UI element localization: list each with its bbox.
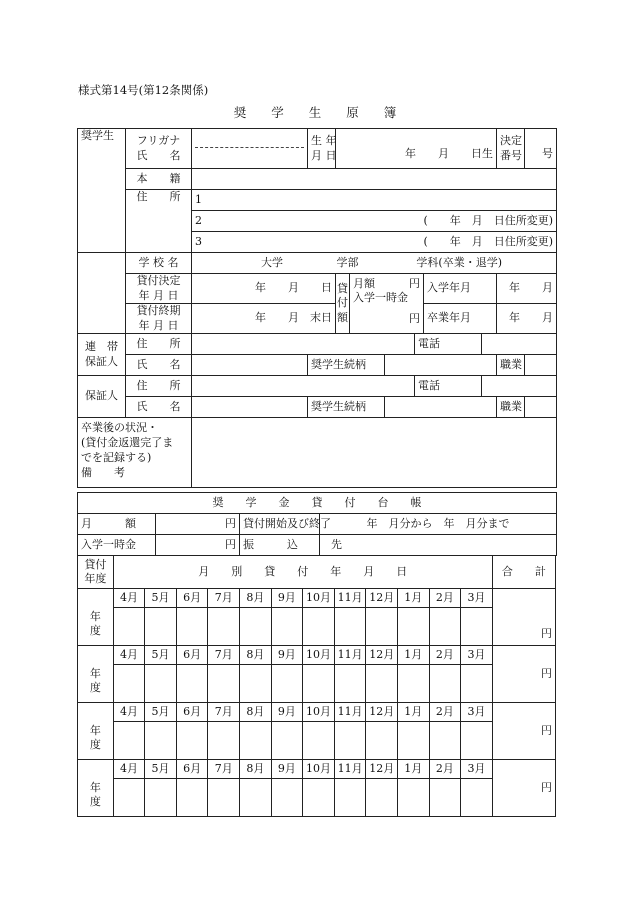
month-date-cell[interactable] [145, 722, 177, 760]
guarantor-address-field[interactable] [192, 376, 415, 397]
fiscal-year-cell[interactable]: 年 度 [78, 646, 114, 703]
month-header: 7月 [208, 760, 240, 779]
month-date-cell[interactable] [176, 608, 208, 646]
month-header: 1月 [398, 589, 430, 608]
month-date-cell[interactable] [271, 722, 303, 760]
month-header: 2月 [429, 646, 461, 665]
month-header: 4月 [113, 646, 145, 665]
guarantor-label: 保証人 [78, 376, 126, 418]
ledger-transfer-label: 振 込 先 [240, 535, 320, 556]
guarantor-name-label: 氏 名 [126, 397, 192, 418]
month-header: 11月 [334, 703, 366, 722]
address-label: 住 所 [126, 190, 192, 253]
month-date-cell[interactable] [303, 608, 335, 646]
month-header: 5月 [145, 646, 177, 665]
ledger-title: 奨 学 金 貸 付 台 帳 [78, 493, 557, 514]
monthly-date-header: 月 別 貸 付 年 月 日 [113, 556, 492, 589]
month-date-cell[interactable] [366, 665, 398, 703]
month-header: 9月 [271, 589, 303, 608]
total-header: 合 計 [492, 556, 555, 589]
joint-guarantor-relation-label: 奨学生続柄 [308, 355, 385, 376]
form-title: 奨 学 生 原 簿 [233, 105, 397, 120]
entry-month-field[interactable]: 年 月 [497, 274, 557, 304]
month-date-cell[interactable] [113, 722, 145, 760]
ledger-period-label: 貸付開始及び終了 [240, 514, 320, 535]
month-date-cell[interactable] [398, 608, 430, 646]
month-date-cell[interactable] [398, 665, 430, 703]
guarantor-name-field[interactable] [192, 397, 308, 418]
month-header: 9月 [271, 646, 303, 665]
guarantor-phone-field[interactable] [482, 376, 557, 397]
furigana-name-label: フリガナ 氏 名 [126, 129, 192, 169]
month-date-cell[interactable] [366, 779, 398, 817]
month-header: 10月 [303, 760, 335, 779]
month-header: 2月 [429, 703, 461, 722]
month-date-cell[interactable] [334, 608, 366, 646]
month-date-cell[interactable] [271, 665, 303, 703]
month-date-cell[interactable] [113, 779, 145, 817]
month-date-cell[interactable] [429, 665, 461, 703]
month-date-cell[interactable] [366, 722, 398, 760]
month-date-cell[interactable] [429, 608, 461, 646]
decision-number-label: 決定 番号 [497, 129, 525, 169]
month-date-cell[interactable] [208, 779, 240, 817]
fiscal-year-cell[interactable]: 年 度 [78, 589, 114, 646]
monthly-loan-table [77, 555, 556, 817]
address-row-3[interactable]: 3 ( 年 月 日住所変更) [192, 232, 557, 253]
entry-month-label: 入学年月 [424, 274, 497, 304]
loan-amount-label: 貸 付 額 [336, 274, 350, 334]
month-header: 12月 [366, 760, 398, 779]
month-header: 6月 [176, 646, 208, 665]
joint-guarantor-job-field[interactable] [525, 355, 557, 376]
birth-label: 生 年 月 日 [308, 129, 336, 169]
month-header: 3月 [461, 646, 493, 665]
month-header: 11月 [334, 589, 366, 608]
month-date-cell[interactable] [303, 779, 335, 817]
month-date-cell[interactable] [271, 608, 303, 646]
fiscal-year-header: 貸付 年度 [78, 556, 114, 589]
month-header: 11月 [334, 646, 366, 665]
month-header: 2月 [429, 589, 461, 608]
month-header: 8月 [240, 703, 272, 722]
month-header: 12月 [366, 589, 398, 608]
month-date-cell[interactable] [461, 722, 493, 760]
month-header: 9月 [271, 703, 303, 722]
month-header: 8月 [240, 760, 272, 779]
month-date-cell[interactable] [334, 665, 366, 703]
joint-guarantor-label: 連 帯 保証人 [78, 334, 126, 376]
guarantor-relation-label: 奨学生続柄 [308, 397, 385, 418]
form-caption: 様式第14号(第12条関係) [78, 83, 209, 97]
month-header: 10月 [303, 703, 335, 722]
month-date-cell[interactable] [176, 779, 208, 817]
month-header: 4月 [113, 589, 145, 608]
address-row-2[interactable]: 2 ( 年 月 日住所変更) [192, 211, 557, 232]
grad-month-label: 卒業年月 [424, 304, 497, 334]
month-header: 1月 [398, 646, 430, 665]
month-header: 11月 [334, 760, 366, 779]
month-date-cell[interactable] [208, 722, 240, 760]
ledger-monthly-field[interactable]: 円 [156, 514, 240, 535]
guarantor-address-label: 住 所 [126, 376, 192, 397]
month-header: 7月 [208, 589, 240, 608]
month-date-cell[interactable] [334, 779, 366, 817]
month-header: 8月 [240, 589, 272, 608]
guarantor-job-field[interactable] [525, 397, 557, 418]
month-header: 5月 [145, 703, 177, 722]
after-graduation-label: 卒業後の状況・ (貸付金返還完了ま でを記録する) 備 考 [78, 418, 192, 488]
month-date-cell[interactable] [176, 665, 208, 703]
joint-guarantor-phone-label: 電話 [415, 334, 482, 355]
month-date-cell[interactable] [461, 665, 493, 703]
month-date-cell[interactable] [208, 608, 240, 646]
month-header: 3月 [461, 589, 493, 608]
student-label-cell: 奨学生 [78, 129, 126, 253]
guarantor-relation-field[interactable] [385, 397, 497, 418]
month-header: 4月 [113, 703, 145, 722]
month-header: 1月 [398, 703, 430, 722]
fiscal-year-cell[interactable]: 年 度 [78, 760, 114, 817]
loan-amount-field[interactable]: 月額 円 入学一時金 円 [350, 274, 424, 334]
month-header: 12月 [366, 703, 398, 722]
ledger-entry-lump-field[interactable]: 円 [156, 535, 240, 556]
month-header: 3月 [461, 760, 493, 779]
month-header: 6月 [176, 760, 208, 779]
month-header: 6月 [176, 589, 208, 608]
guarantor-job-label: 職業 [497, 397, 525, 418]
month-date-cell[interactable] [240, 608, 272, 646]
loan-decision-field[interactable]: 年 月 日 [192, 274, 336, 304]
joint-guarantor-address-label: 住 所 [126, 334, 192, 355]
month-date-cell[interactable] [113, 665, 145, 703]
month-date-cell[interactable] [145, 779, 177, 817]
loan-end-field[interactable]: 年 月 末日 [192, 304, 336, 334]
ledger-transfer-field[interactable] [320, 535, 557, 556]
joint-guarantor-name-field[interactable] [192, 355, 308, 376]
month-header: 3月 [461, 703, 493, 722]
birth-field[interactable]: 年 月 日生 [336, 129, 497, 169]
honseki-field[interactable] [192, 169, 557, 190]
month-date-cell[interactable] [429, 779, 461, 817]
grad-month-field[interactable]: 年 月 [497, 304, 557, 334]
total-cell[interactable]: 円 [492, 646, 555, 703]
month-date-cell[interactable] [303, 665, 335, 703]
month-date-cell[interactable] [461, 608, 493, 646]
decision-number-field[interactable]: 号 [525, 129, 557, 169]
month-header: 7月 [208, 703, 240, 722]
school-name-label: 学 校 名 [126, 253, 192, 274]
ledger-monthly-label: 月 額 [78, 514, 156, 535]
month-date-cell[interactable] [145, 665, 177, 703]
loan-end-label: 貸付終期 年 月 日 [126, 304, 192, 334]
month-header: 10月 [303, 589, 335, 608]
total-cell[interactable]: 円 [492, 760, 555, 817]
month-date-cell[interactable] [145, 608, 177, 646]
month-header: 8月 [240, 646, 272, 665]
fiscal-year-cell[interactable]: 年 度 [78, 703, 114, 760]
month-date-cell[interactable] [271, 779, 303, 817]
ledger-table [77, 492, 557, 556]
student-record-table [77, 128, 557, 488]
month-date-cell[interactable] [240, 722, 272, 760]
school-name-field[interactable]: 大学 学部 学科(卒業・退学) [192, 253, 557, 274]
total-cell[interactable]: 円 [492, 703, 555, 760]
joint-guarantor-address-field[interactable] [192, 334, 415, 355]
month-date-cell[interactable] [366, 608, 398, 646]
month-header: 1月 [398, 760, 430, 779]
loan-decision-label: 貸付決定 年 月 日 [126, 274, 192, 304]
month-header: 4月 [113, 760, 145, 779]
month-date-cell[interactable] [334, 722, 366, 760]
month-date-cell[interactable] [208, 665, 240, 703]
month-header: 12月 [366, 646, 398, 665]
month-date-cell[interactable] [240, 779, 272, 817]
joint-guarantor-name-label: 氏 名 [126, 355, 192, 376]
month-date-cell[interactable] [429, 722, 461, 760]
joint-guarantor-job-label: 職業 [497, 355, 525, 376]
month-header: 2月 [429, 760, 461, 779]
month-date-cell[interactable] [176, 722, 208, 760]
month-header: 5月 [145, 760, 177, 779]
month-date-cell[interactable] [398, 779, 430, 817]
month-header: 10月 [303, 646, 335, 665]
month-date-cell[interactable] [240, 665, 272, 703]
month-date-cell[interactable] [398, 722, 430, 760]
ledger-period-field[interactable]: 年 月分から 年 月分まで [320, 514, 557, 535]
month-date-cell[interactable] [303, 722, 335, 760]
name-field[interactable] [192, 129, 308, 169]
address-row-1[interactable]: 1 [192, 190, 557, 211]
month-header: 7月 [208, 646, 240, 665]
joint-guarantor-relation-field[interactable] [385, 355, 497, 376]
after-graduation-field[interactable] [192, 418, 557, 488]
month-date-cell[interactable] [461, 779, 493, 817]
joint-guarantor-phone-field[interactable] [482, 334, 557, 355]
month-header: 5月 [145, 589, 177, 608]
ledger-entry-lump-label: 入学一時金 [78, 535, 156, 556]
honseki-label: 本 籍 [126, 169, 192, 190]
month-header: 6月 [176, 703, 208, 722]
total-cell[interactable]: 円 [492, 589, 555, 646]
guarantor-phone-label: 電話 [415, 376, 482, 397]
month-header: 9月 [271, 760, 303, 779]
month-date-cell[interactable] [113, 608, 145, 646]
